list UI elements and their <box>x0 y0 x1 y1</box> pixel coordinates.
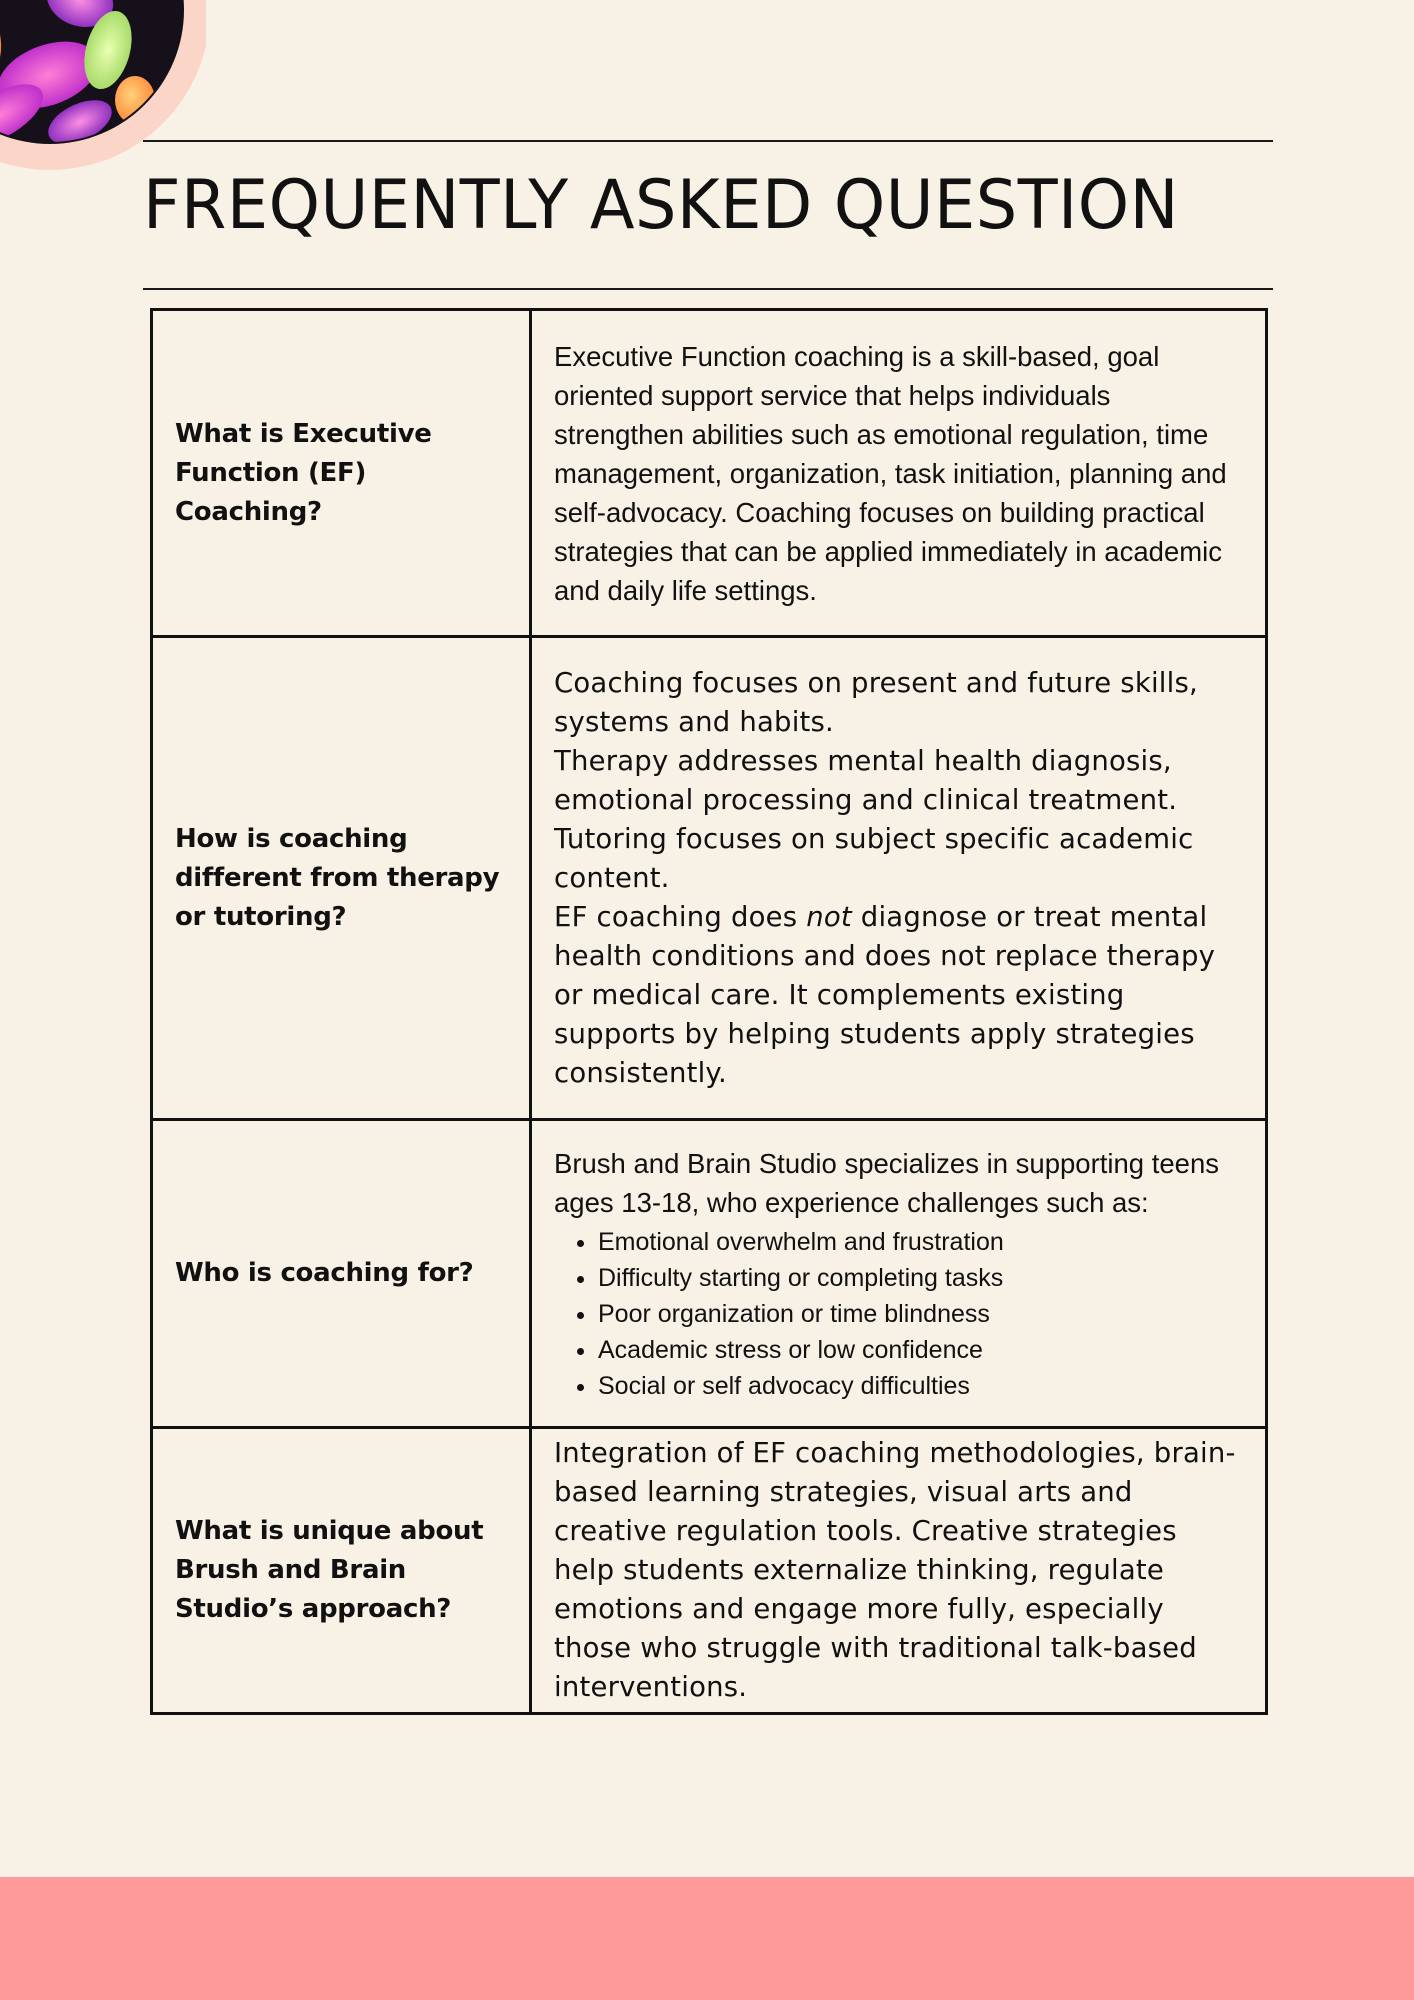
faq-row <box>152 310 1267 637</box>
list-item: • Poor organization or time blindness <box>598 1296 1243 1332</box>
faq-question: What is unique about Brush and Brain Studio’s approach? <box>152 1428 531 1714</box>
answer-intro: Brush and Brain Studio specializes in supporting teens ages 13-18, who experience challenges such as: <box>554 1147 1219 1218</box>
answer-paragraph: Tutoring focuses on subject specific academic content. <box>554 822 1194 894</box>
list-item: • Difficulty starting or completing tasks <box>598 1260 1243 1296</box>
faq-answer: Integration of EF coaching methodologies, brain-based learning strategies, visual arts and creative regulation tools. Creative strategies help students externalize thinking, regulate emotions and engage more fully, especially those who struggle with traditional talk-based interventions. <box>531 1428 1267 1714</box>
list-item: • Social or self advocacy difficulties <box>598 1368 1243 1404</box>
faq-row <box>152 637 1267 1120</box>
faq-table <box>150 308 1268 1715</box>
faq-answer <box>531 637 1267 1120</box>
faq-answer: Executive Function coaching is a skill-based, goal oriented support service that helps individuals strengthen abilities such as emotional regulation, time management, organization, task initiation, planning and self-advocacy. Coaching focuses on building practical strategies that can be applied immediately in academic and daily life settings. <box>531 310 1267 637</box>
challenge-list <box>554 1224 1243 1404</box>
answer-text: diagnose or treat mental health conditions and does not replace therapy or medical care. It complements existing supports by helping students apply strategies consistently. <box>554 900 1216 1089</box>
answer-paragraph <box>554 898 1243 1093</box>
title-top-rule <box>143 140 1273 142</box>
answer-emphasis: not <box>806 900 852 933</box>
answer-paragraph: Coaching focuses on present and future skills, systems and habits. <box>554 666 1198 738</box>
faq-question: What is Executive Function (EF) Coaching? <box>152 310 531 637</box>
page-title: FREQUENTLY ASKED QUESTION <box>143 166 1179 245</box>
faq-answer <box>531 1120 1267 1428</box>
list-item: • Emotional overwhelm and frustration <box>598 1224 1243 1260</box>
title-bottom-rule <box>143 288 1273 290</box>
faq-question: How is coaching different from therapy or tutoring? <box>152 637 531 1120</box>
footer-band <box>0 1877 1414 2000</box>
faq-question: Who is coaching for? <box>152 1120 531 1428</box>
answer-text: EF coaching does <box>554 900 807 933</box>
faq-row <box>152 1120 1267 1428</box>
faq-row <box>152 1428 1267 1714</box>
list-item: • Academic stress or low confidence <box>598 1332 1243 1368</box>
answer-paragraph: Therapy addresses mental health diagnosis, emotional processing and clinical treatment. <box>554 744 1178 816</box>
